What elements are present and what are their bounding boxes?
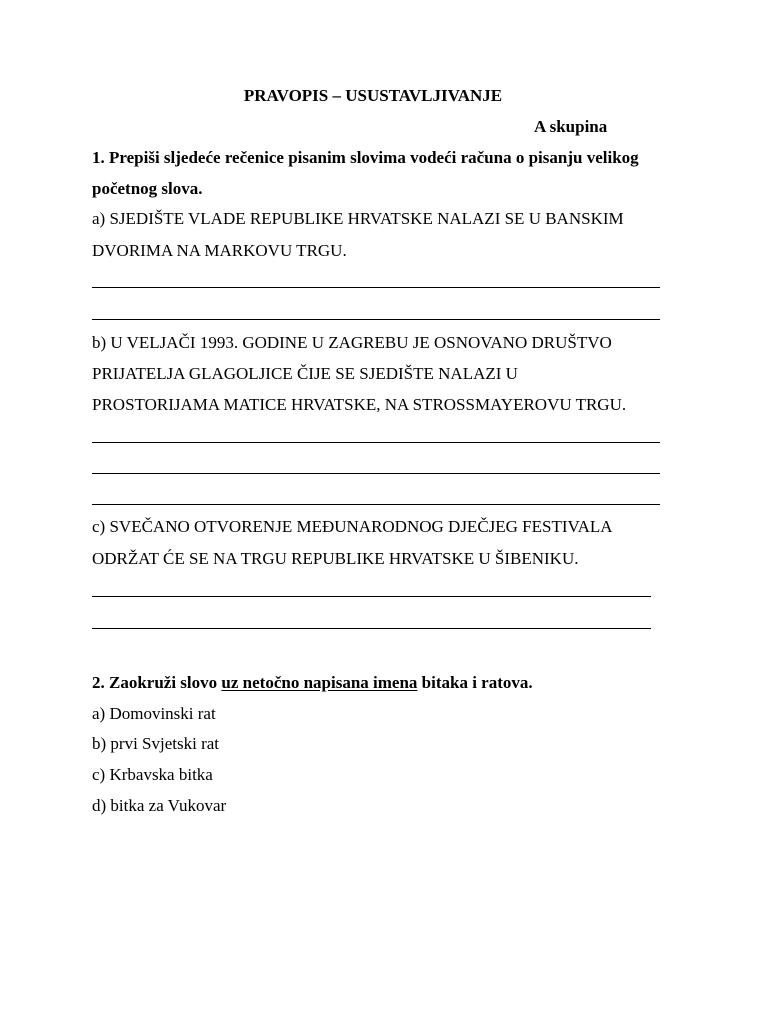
task2-option-a[interactable]: a) Domovinski rat xyxy=(92,704,216,723)
answer-line[interactable] xyxy=(92,442,660,443)
task2-prompt-end: bitaka i ratova. xyxy=(417,673,533,692)
task2-prompt xyxy=(92,673,533,693)
task1b-sentence-line1: b) U VELJAČI 1993. GODINE U ZAGREBU JE OSNOVANO DRUŠTVO xyxy=(92,333,612,352)
task2-prompt-underlined: uz netočno napisana imena xyxy=(221,673,418,692)
task1-prompt-line1: 1. Prepiši sljedeće rečenice pisanim slovima vodeći računa o pisanju velikog xyxy=(92,148,639,167)
answer-line[interactable] xyxy=(92,504,660,505)
answer-line[interactable] xyxy=(92,287,660,288)
task1a-sentence-line2: DVORIMA NA MARKOVU TRGU. xyxy=(92,241,347,260)
answer-line[interactable] xyxy=(92,628,651,629)
task2-prompt-start: 2. Zaokruži slovo xyxy=(92,673,222,692)
group-label: A skupina xyxy=(534,117,608,136)
page-title: PRAVOPIS – USUSTAVLJIVANJE xyxy=(243,86,503,105)
answer-line[interactable] xyxy=(92,596,651,597)
answer-line[interactable] xyxy=(92,473,660,474)
answer-line[interactable] xyxy=(92,319,660,320)
task2-option-d[interactable]: d) bitka za Vukovar xyxy=(92,796,227,815)
task1b-sentence-line3: PROSTORIJAMA MATICE HRVATSKE, NA STROSSMAYEROVU TRGU. xyxy=(92,395,627,414)
task1a-sentence-line1: a) SJEDIŠTE VLADE REPUBLIKE HRVATSKE NALAZI SE U BANSKIM xyxy=(92,209,624,228)
task1b-sentence-line2: PRIJATELJA GLAGOLJICE ČIJE SE SJEDIŠTE NALAZI U xyxy=(92,364,518,383)
task1-prompt-line2: početnog slova. xyxy=(92,179,203,198)
task1c-sentence-line2: ODRŽAT ĆE SE NA TRGU REPUBLIKE HRVATSKE U ŠIBENIKU. xyxy=(92,549,579,568)
task2-option-c[interactable]: c) Krbavska bitka xyxy=(92,765,213,784)
task2-option-b[interactable]: b) prvi Svjetski rat xyxy=(92,734,220,753)
task1c-sentence-line1: c) SVEČANO OTVORENJE MEĐUNARODNOG DJEČJEG FESTIVALA xyxy=(92,517,613,536)
